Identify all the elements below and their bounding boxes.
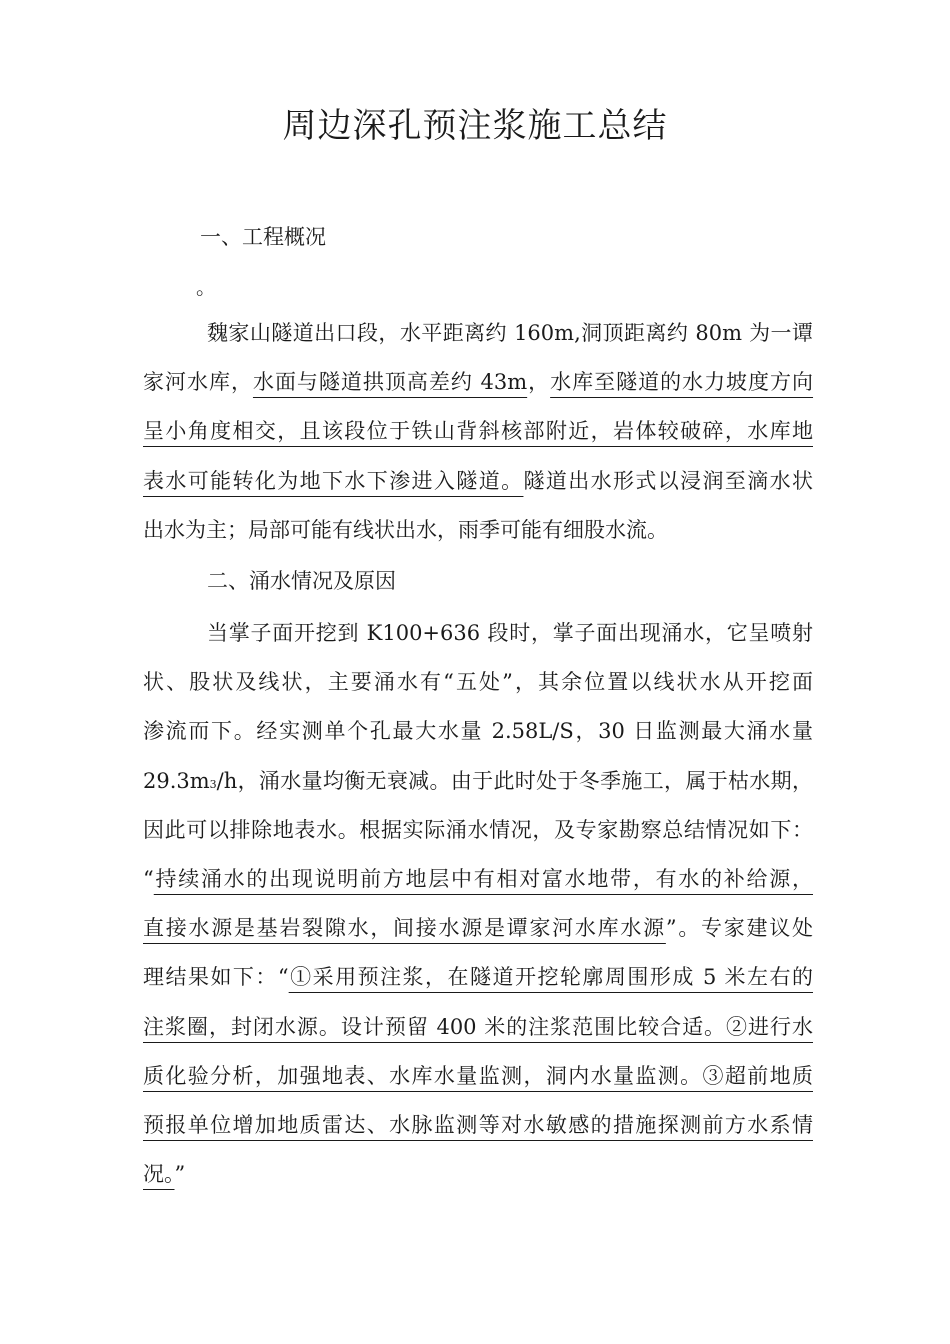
text-run: 29.3m bbox=[143, 768, 210, 793]
paragraph-line bbox=[143, 658, 813, 707]
paragraph-line bbox=[143, 1003, 813, 1052]
overview-paragraph bbox=[143, 309, 813, 555]
text-run: 魏家山隧道出口段，水平距离约 160m,洞顶距离约 80m 为一谭 bbox=[207, 321, 813, 345]
paragraph-line bbox=[143, 506, 813, 555]
text-run: /h，涌水量均衡无衰减。由于此时处于冬季施工，属于枯水期， bbox=[216, 768, 813, 793]
paragraph-line bbox=[143, 1101, 813, 1150]
section-heading-overview: 一、工程概况 bbox=[200, 225, 326, 249]
document-title: 周边深孔预注浆施工总结 bbox=[282, 106, 668, 146]
underlined-text: ①采用预注浆，在隧道开挖轮廓周围形成 5 米左右的 bbox=[288, 965, 813, 990]
section-heading-water-inflow: 二、涌水情况及原因 bbox=[207, 569, 396, 593]
stray-punctuation: 。 bbox=[196, 275, 216, 299]
text-run: 当掌子面开挖到 K100+636 段时，掌子面出现涌水，它呈喷射 bbox=[207, 621, 813, 645]
paragraph-line bbox=[143, 953, 813, 1002]
paragraph-line bbox=[143, 609, 813, 658]
text-run: ”。专家建议处 bbox=[665, 916, 813, 941]
underlined-text: 预报单位增加地质雷达、水脉监测等对水敏感的措施探测前方水系情 bbox=[143, 1112, 813, 1137]
text-run: 隧道出水形式以浸润至滴水状 bbox=[523, 468, 814, 493]
paragraph-line bbox=[143, 407, 813, 456]
paragraph-line bbox=[143, 806, 813, 855]
paragraph-line bbox=[143, 855, 813, 904]
underlined-text: 水库至隧道的水力坡度方向 bbox=[550, 370, 814, 395]
underlined-text: 持续涌水的出现说明前方地层中有相对富水地带，有水的补给源， bbox=[153, 866, 813, 891]
underlined-text: 质化验分析，加强地表、水库水量监测，洞内水量监测。③超前地质 bbox=[143, 1063, 813, 1088]
paragraph-line bbox=[143, 457, 813, 506]
paragraph-line bbox=[143, 1052, 813, 1101]
underlined-text: 直接水源是基岩裂隙水，间接水源是谭家河水库水源 bbox=[143, 916, 666, 941]
paragraph-line bbox=[143, 1150, 813, 1199]
unit-superscript: 3 bbox=[209, 777, 217, 791]
underlined-text: 表水可能转化为地下水下渗进入隧道。 bbox=[143, 468, 524, 493]
underlined-text: 水面与隧道拱顶高差约 43m bbox=[252, 370, 528, 395]
text-run: 因此可以排除地表水。根据实际涌水情况，及专家勘察总结情况如下： bbox=[143, 817, 813, 842]
underlined-text: 呈小角度相交，且该段位于铁山背斜核部附近，岩体较破碎，水库地 bbox=[143, 419, 813, 444]
text-run: 状、股状及线状，主要涌水有“五处”，其余位置以线状水从开挖面 bbox=[143, 670, 813, 695]
text-run: 理结果如下：“ bbox=[143, 965, 289, 990]
paragraph-line bbox=[143, 358, 813, 407]
paragraph-line bbox=[143, 309, 813, 358]
text-run: ， bbox=[527, 370, 551, 395]
text-run: ” bbox=[174, 1162, 186, 1187]
underlined-text: 况。 bbox=[143, 1162, 175, 1187]
paragraph-line bbox=[143, 904, 813, 953]
water-inflow-paragraph bbox=[143, 609, 813, 1199]
paragraph-line bbox=[143, 707, 813, 756]
paragraph-line bbox=[143, 757, 813, 806]
text-run: 渗流而下。经实测单个孔最大水量 2.58L/S，30 日监测最大涌水量 bbox=[143, 719, 813, 744]
text-run: 出水为主；局部可能有线状出水，雨季可能有细股水流。 bbox=[143, 517, 668, 542]
underlined-text: 注浆圈，封闭水源。设计预留 400 米的注浆范围比较合适。②进行水 bbox=[143, 1014, 813, 1039]
text-run: 家河水库， bbox=[143, 370, 253, 395]
text-run: “ bbox=[143, 866, 154, 891]
